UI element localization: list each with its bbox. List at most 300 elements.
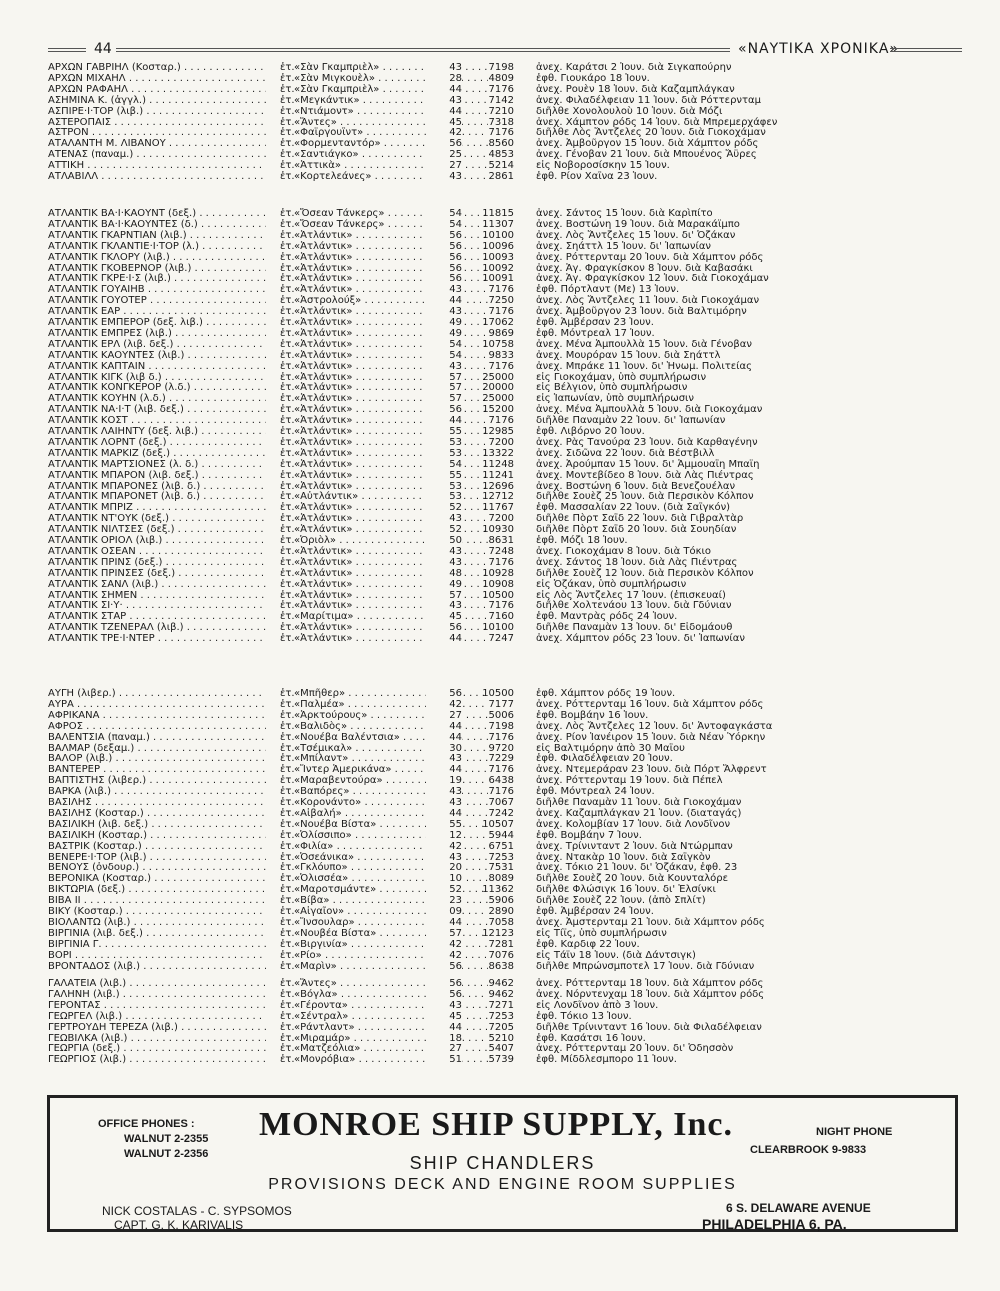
tonnage: 7176 [488, 731, 514, 743]
tonnage: 7198 [488, 720, 514, 732]
table-row [48, 481, 958, 492]
ship-type: ἐτ. [280, 116, 295, 128]
ship-agent: «Φορμενταντόρ» . . . [294, 138, 488, 149]
ship-name: ΓΕΡΤΡΟΥΔΗ ΤΕΡΕΖΑ (λιβ.) . . . [48, 1022, 266, 1033]
table-row [48, 95, 958, 106]
table-row [48, 633, 958, 644]
tonnage: 6438 [488, 775, 514, 787]
ship-type: ἐτ. [280, 72, 295, 84]
ship-type: ἐτ. [280, 851, 295, 863]
ship-name: ΓΑΛΑΤΕΙΑ (λιβ.) . . . [48, 978, 266, 989]
tonnage: 11362 [482, 884, 514, 896]
table-row [48, 622, 958, 633]
ship-name: ΒΡΟΝΤΑΔΟΣ (λιβ.) . . . [48, 961, 266, 972]
ship-name: ΑΤΛΑΝΤΙΚ ΣΑΝΛ (λιβ.) . . . [48, 579, 266, 590]
ship-agent: «Ἀτλάντικ» . . . [294, 361, 488, 372]
ship-type: ἐτ. [280, 360, 295, 372]
ship-name: ΑΤΛΑΝΤΙΚ ΠΡΙΝΣΕΣ (δεξ.) . . . [48, 568, 266, 579]
table-row [48, 535, 958, 546]
ship-agent: «Ράντλαντ» . . . [294, 1022, 488, 1033]
tonnage: 17062 [482, 317, 514, 328]
header-rule-middle [116, 48, 730, 52]
office-phone-2: WALNUT 2-2356 [124, 1148, 209, 1160]
ship-name: ΑΤΛΑΝΤΙΚ ΝΑ·Ι·Τ (λιβ. δεξ.) . . . [48, 404, 266, 415]
tonnage: 9720 [488, 742, 514, 754]
table-row [48, 437, 958, 448]
ship-name: ΑΤΛΑΒΙΛΛ . . . [48, 171, 266, 182]
ship-agent: «Φαϊργουΐντ» . . . [294, 127, 488, 138]
ship-name: ΑΤΛΑΝΤΙΚ ΤΖΕΝΕΡΑΛ (λιβ.) . . . [48, 622, 266, 633]
tonnage: 10928 [482, 567, 514, 579]
ship-name: ΑΤΛΑΝΤΙΚ ΟΡΙΟΛ (λιβ.) . . . [48, 535, 266, 546]
tonnage: 25000 [482, 371, 514, 383]
ship-type: ἐτ. [280, 171, 295, 182]
tonnage: 5214 [488, 160, 514, 172]
tonnage: 11307 [482, 218, 514, 230]
ship-type: ἐτ. [280, 764, 295, 776]
build-year: 43 [426, 284, 462, 295]
ship-agent: «Ἄντες» . . . [294, 978, 488, 989]
tonnage: 7200 [488, 513, 514, 525]
ship-agent: «Ἀρκτούρους» . . . [294, 710, 488, 721]
voyage-status: ἐφθ. Κασάτσι 16 Ἰουν. [536, 1032, 646, 1044]
tonnage: 5906 [488, 895, 514, 907]
ship-name: ΑΣΤΕΡΟΠΑΙΣ . . . [48, 117, 266, 128]
voyage-status: διῆλθε Τρίνινταντ 16 Ἰουν. διὰ Φιλαδέλφειαν [536, 1021, 762, 1033]
company-services: PROVISIONS DECK AND ENGINE ROOM SUPPLIES [268, 1176, 737, 1193]
build-year: 45 [426, 1011, 462, 1022]
table-row [48, 219, 958, 230]
table-row [48, 753, 958, 764]
ship-type: ἐτ. [280, 906, 295, 917]
voyage-status: ἐφθ. Γιουκάρο 18 Ἰουν. [536, 72, 650, 84]
table-row [48, 764, 958, 775]
voyage-status: ἀνεχ. Τόκιο 21 Ἰουν. δι' Ὀζάκαν, ἐφθ. 23 [536, 862, 738, 874]
ship-name: ΑΤΛΑΝΤΙΚ ΜΑΡΤΣΙΟΝΕΣ (λ. δ.) . . . [48, 459, 266, 470]
build-year: 56 [426, 138, 462, 149]
ship-name: ΑΤΛΑΝΤΙΚ ΜΑΡΚΙΖ (δεξ.) . . . [48, 448, 266, 459]
build-year: 53 [426, 491, 462, 502]
ship-name: ΑΤΛΑΝΤΙΚ ΛΑΙΗΝΤΥ (δεξ. λιβ.) . . . [48, 426, 266, 437]
table-row [48, 557, 958, 568]
voyage-status: ἀνεχ. Ρόττερνταμ 16 Ἰουν. διὰ Χάμπτον ρόδς [536, 698, 764, 710]
ship-type: ἐτ. [280, 797, 295, 808]
ship-agent: «Παλμέα» . . . [294, 699, 488, 710]
tonnage: 11767 [482, 502, 514, 514]
voyage-status: εἰς Τίϊς, ὑπὸ συμπλήρωσιν [536, 927, 667, 939]
table-row [48, 230, 958, 241]
ship-agent: «Ἴντερ Ἀμερικάνα» . . . [294, 764, 488, 775]
tonnage: 7210 [488, 105, 514, 117]
voyage-status: ἀνεχ. Ρὰς Τανούρα 23 Ἰουν. διὰ Καρθαγένην [536, 436, 758, 448]
ship-name: ΑΣΤΡΟΝ . . . [48, 127, 266, 138]
table-row [48, 568, 958, 579]
voyage-status: ἐφθ. Μίδδλεσμπορο 11 Ἰουν. [536, 1054, 677, 1066]
ship-agent: «Ὄσεαν Τάνκερς» . . . [294, 208, 488, 219]
build-year: 53 [426, 448, 462, 459]
table-row [48, 830, 958, 841]
ship-agent: «Αἰβαλή» . . . [294, 808, 488, 819]
ship-agent: «Ἀτλάντικ» . . . [294, 579, 488, 590]
voyage-status: ἀνεχ. Ρουὲν 18 Ἰουν. διὰ Καζαμπλάγκαν [536, 83, 735, 95]
ship-agent: «Ἀστρολούξ» . . . [294, 295, 488, 306]
build-year: 56 [426, 230, 462, 241]
ship-type: ἐτ. [280, 807, 295, 819]
ship-agent: «Ἀτλάντικ» . . . [294, 568, 488, 579]
tonnage: 7176 [488, 83, 514, 95]
build-year: 44 [426, 917, 462, 928]
ship-agent: «Γέροντα» . . . [294, 1000, 488, 1011]
ship-name: ΑΡΧΩΝ ΡΑΦΑΗΛ . . . [48, 84, 266, 95]
build-year: 43 [426, 62, 462, 73]
ship-type: ἐτ. [280, 698, 295, 710]
table-row [48, 382, 958, 393]
ship-agent: «Ἀτλάντικ» . . . [294, 339, 488, 350]
tonnage: 20000 [482, 382, 514, 394]
voyage-status: ἀνεχ. Ἁγ. Φραγκίσκον 8 Ἰουν. διὰ Καβασάκι [536, 262, 753, 274]
table-row [48, 1054, 958, 1065]
table-row [48, 895, 958, 906]
ship-agent: «Ὀλισσέα» . . . [294, 873, 488, 884]
ship-agent: «Ὀσεάνικα» . . . [294, 852, 488, 863]
ship-name: ΒΕΝΟΥΣ (ὀνδουρ.) . . . [48, 862, 266, 873]
voyage-status: ἀνεχ. Λὸς Ἄντζελες 11 Ἰουν. διὰ Γιοκοχάμαν [536, 295, 760, 307]
ship-name: ΒΙΚΤΩΡΙΑ (δεξ.) . . . [48, 884, 266, 895]
table-row [48, 710, 958, 721]
build-year: 43 [426, 361, 462, 372]
voyage-status: ἀνεχ. Ντεμεράραν 23 Ἰουν. διὰ Πόρτ Ἄλφρεντ [536, 764, 767, 776]
table-row [48, 208, 958, 219]
build-year: 55 [426, 426, 462, 437]
tonnage: 7253 [488, 1010, 514, 1022]
ship-agent: «Ἀτλάντικ» . . . [294, 273, 488, 284]
table-row [48, 961, 958, 972]
ship-agent: «Ἀτλάντικ» . . . [294, 306, 488, 317]
tonnage: 7076 [488, 949, 514, 961]
tonnage: 12696 [482, 480, 514, 492]
tonnage: 10507 [482, 818, 514, 830]
voyage-status: εἰς Ἰαπωνίαν, ὑπὸ συμπλήρωσιν [536, 393, 695, 405]
build-year: 43 [426, 753, 462, 764]
voyage-status: ἀνεχ. Καζαμπλάγκαν 21 Ἰουν. (διαταγάς) [536, 807, 742, 819]
ship-type: ἐτ. [280, 240, 295, 252]
page-header [48, 41, 962, 57]
ship-name: ΒΑΣΙΛΙΚΗ (Κοσταρ.) . . . [48, 830, 266, 841]
table-row [48, 1043, 958, 1054]
ship-agent: «Σέντραλ» . . . [294, 1011, 488, 1022]
ship-type: ἐτ. [280, 229, 295, 241]
table-row [48, 448, 958, 459]
page-number: 44 [94, 41, 112, 57]
ship-name: ΑΤΛΑΝΤΙΚ ΚΟΝΓΚΕΡΟΡ (λ.δ.) . . . [48, 382, 266, 393]
table-row [48, 160, 958, 171]
build-year: 43 [426, 1000, 462, 1011]
tonnage: 15200 [482, 404, 514, 416]
ship-type: ἐτ. [280, 622, 295, 634]
ship-name: ΒΟΡΙ . . . [48, 950, 266, 961]
ship-agent: «Βίβα» . . . [294, 895, 488, 906]
build-year: 12 [426, 830, 462, 841]
build-year: 56 [426, 688, 462, 699]
table-row [48, 426, 958, 437]
ship-type: ἐτ. [280, 1043, 295, 1055]
ship-agent: «Μαροτσμάντε» . . . [294, 884, 488, 895]
ship-agent: «Ἀτλάντικ» . . . [294, 502, 488, 513]
company-name: MONROE SHIP SUPPLY, Inc. [259, 1106, 733, 1143]
ship-name: ΑΤΛΑΝΤΙΚ ΒΑ·Ι·ΚΑΟΥΝΤΕΣ (δ.) . . . [48, 219, 266, 230]
ship-type: ἐτ. [280, 862, 295, 874]
ship-agent: «Μπίλαντ» . . . [294, 753, 488, 764]
ship-agent: «Ντιάμοντ» . . . [294, 106, 488, 117]
ship-name: ΒΙΟΛΑΝΤΩ (λιβ.) . . . [48, 917, 266, 928]
ship-agent: «Νουβέα Βίστα» . . . [294, 928, 488, 939]
voyage-status: διῆλθε Σουὲζ 12 Ἰουν. διὰ Περσικὸν Κόλπον [536, 567, 754, 579]
voyage-status: ἐφθ. Λιβόρνο 20 Ἰουν. [536, 426, 645, 437]
voyage-status: διῆλθε Πὸρτ Σαΐδ 20 Ἰουν. διὰ Σουηδίαν [536, 524, 737, 536]
voyage-status: ἀνεχ. Μένα Ἀμπουλλὰ 5 Ἰουν. διὰ Γιοκοχάμαν [536, 404, 763, 416]
build-year: 42 [426, 127, 462, 138]
table-row [48, 106, 958, 117]
ship-agent: «Μαραβεντούρα» . . . [294, 775, 488, 786]
voyage-status: ἀνεχ. Σάντος 18 Ἰουν. διὰ Λὰς Πιέντρας [536, 556, 738, 568]
header-rule-right [890, 48, 962, 52]
ship-type: ἐτ. [280, 426, 295, 437]
journal-title: «ΝΑΥΤΙΚΑ ΧΡΟΝΙΚΑ» [738, 41, 900, 57]
tonnage: 7253 [488, 851, 514, 863]
ship-type: ἐτ. [280, 94, 295, 106]
voyage-status: ἀνεχ. Ἀμβοῦργον 23 Ἰουν. διὰ Βαλτιμόρην [536, 306, 747, 318]
ship-name: ΑΤΛΑΝΤΙΚ ΚΟΥΗΝ (λ.δ.) . . . [48, 393, 266, 404]
ship-agent: «Ἀτλάντικ» . . . [294, 481, 488, 492]
voyage-status: ἀνεχ. Ντακὰρ 10 Ἰουν. διὰ Σαΐγκὸν [536, 851, 711, 863]
build-year: 09 [426, 906, 462, 917]
ship-agent: «Νουέβα Βαλέντσια» . . . [294, 732, 488, 743]
ship-type: ἐτ. [280, 1021, 295, 1033]
build-year: 44 [426, 764, 462, 775]
ship-type: ἐτ. [280, 208, 295, 219]
night-phone-label: NIGHT PHONE [816, 1126, 893, 1138]
ship-name: ΑΤΛΑΝΤΙΚ ΤΡΕ·Ι·ΝΤΕΡ . . . [48, 633, 266, 644]
ship-agent: «Ἀτλάντικ» . . . [294, 437, 488, 448]
ship-name: ΓΕΩΡΓΕΛ (λιβ.) . . . [48, 1011, 266, 1022]
voyage-status: ἀνεχ. Μοντεβίδεο 8 Ἰουν. διὰ Λὰς Πιέντρας [536, 469, 754, 481]
build-year: 44 [426, 721, 462, 732]
voyage-status: διῆλθε Λὸς Ἄντζελες 20 Ἰουν. διὰ Γιοκοχάμαν [536, 127, 766, 139]
ship-name: ΒΑΡΚΑ (λιβ.) . . . [48, 786, 266, 797]
ship-type: ἐτ. [280, 786, 295, 798]
ship-name: ΑΤΛΑΝΤΙΚ ΣΙ·Υ· . . . [48, 600, 266, 611]
ship-name: ΒΙΡΓΙΝΙΑ (λιβ. δεξ.) . . . [48, 928, 266, 939]
tonnage: 9833 [488, 349, 514, 361]
ship-type: ἐτ. [280, 1032, 295, 1044]
voyage-status: ἀνεχ. Γιοκοχάμαν 8 Ἰουν. διὰ Τόκιο [536, 545, 711, 557]
table-row [48, 241, 958, 252]
ship-name: ΑΥΡΑ . . . [48, 699, 266, 710]
address-city: PHILADELPHIA 6, PA. [702, 1216, 847, 1232]
tonnage: 7058 [488, 916, 514, 928]
build-year: 49 [426, 328, 462, 339]
build-year: 56 [426, 263, 462, 274]
table-row [48, 491, 958, 502]
address-street: 6 S. DELAWARE AVENUE [726, 1201, 871, 1215]
table-row [48, 579, 958, 590]
voyage-status: εἰς Τάϊν 18 Ἰουν. (διὰ Δάντσιγκ) [536, 949, 696, 961]
ship-name: ΑΤΛΑΝΤΙΚ ΕΜΠΕΡΟΡ (δεξ. λιβ.) . . . [48, 317, 266, 328]
table-row [48, 808, 958, 819]
build-year: 44 [426, 106, 462, 117]
ship-agent: «Ὀριὸλ» . . . [294, 535, 488, 546]
voyage-status: ἐφθ. Φιλαδέλφειαν 20 Ἰουν. [536, 753, 673, 765]
voyage-status: ἐφθ. Βομβάην 7 Ἰουν. [536, 829, 642, 841]
build-year: 55 [426, 819, 462, 830]
ship-agent: «Νουέβα Βίστα» . . . [294, 819, 488, 830]
ship-type: ἐτ. [280, 611, 295, 623]
table-row [48, 273, 958, 284]
tonnage: 7176 [488, 786, 514, 798]
tonnage: 12985 [482, 426, 514, 437]
build-year: 52 [426, 884, 462, 895]
build-year: 43 [426, 171, 462, 182]
tonnage: 7250 [488, 295, 514, 307]
voyage-status: εἰς Νοβοροσίσκην 15 Ἰουν. [536, 160, 670, 172]
voyage-status: ἀνεχ. Μπράκε 11 Ἰουν. δι' Ἡνωμ. Πολιτείας [536, 360, 753, 372]
ship-agent: «Ἀτλάντικ» . . . [294, 241, 488, 252]
ship-agent: «Ἀτλάντικ» . . . [294, 263, 488, 274]
table-row [48, 317, 958, 328]
ship-name: ΑΤΛΑΝΤΙΚ ΕΑΡ . . . [48, 306, 266, 317]
tonnage: 10096 [482, 240, 514, 252]
build-year: 54 [426, 350, 462, 361]
voyage-status: ἀνεχ. Ἀμβοῦργον 15 Ἰουν. διὰ Χάμπτον ρόδς [536, 138, 759, 150]
build-year: 44 [426, 633, 462, 644]
table-row [48, 263, 958, 274]
voyage-status: ἀνεχ. Μένα Ἀμπουλλὰ 15 Ἰουν. διὰ Γένοβαν [536, 338, 752, 350]
ship-name: ΑΤΛΑΝΤΙΚ ΓΟΥΑΙΗΒ . . . [48, 284, 266, 295]
build-year: 56 [426, 961, 462, 972]
ship-name: ΑΤΛΑΝΤΙΚ ΣΗΜΕΝ . . . [48, 590, 266, 601]
table-row [48, 1033, 958, 1044]
ship-agent: «Μπῆθερ» . . . [294, 688, 488, 699]
ship-agent: «Ἀτλάντικ» . . . [294, 633, 488, 644]
tonnage: 7067 [488, 797, 514, 808]
ship-agent: «Ἀτλάντικ» . . . [294, 393, 488, 404]
table-row [48, 1022, 958, 1033]
ship-agent: «Ματζεόλια» . . . [294, 1043, 488, 1054]
ship-type: ἐτ. [280, 480, 295, 492]
voyage-status: διῆλθε Σουὲζ 22 Ἰουν. (ἀπὸ Σπλίτ) [536, 895, 706, 907]
table-row [48, 339, 958, 350]
build-year: 45 [426, 611, 462, 622]
build-year: 20 [426, 862, 462, 873]
voyage-status: ἐφθ. Μόντρεαλ 17 Ἰουν. [536, 327, 655, 339]
ship-type: ἐτ. [280, 535, 295, 546]
table-row [48, 688, 958, 699]
build-year: 42 [426, 950, 462, 961]
ship-agent: «Γκλόυπο» . . . [294, 862, 488, 873]
ship-name: ΒΕΝΕΡΕ·Ι·ΤΟΡ (λιβ.) . . . [48, 852, 266, 863]
table-row [48, 117, 958, 128]
voyage-status: ἀνεχ. Ἀρούμπαν 15 Ἰουν. δι' Ἀμμουαΐη Μπαϊη [536, 458, 760, 470]
ship-agent: «Τσέμικαλ» . . . [294, 743, 488, 754]
ship-type: ἐτ. [280, 284, 295, 296]
ship-name: ΑΤΛΑΝΤΙΚ ΓΚΛΟΡΥ (λιβ.) . . . [48, 252, 266, 263]
ship-agent: «Ἀτλάντικ» . . . [294, 600, 488, 611]
voyage-status: εἰς Βέλγιον, ὑπὸ συμπλήρωσιν [536, 382, 688, 394]
build-year: 30 [426, 743, 462, 754]
ship-type: ἐτ. [280, 1054, 295, 1066]
tonnage: 7271 [488, 999, 514, 1011]
table-row [48, 841, 958, 852]
tonnage: 7531 [488, 862, 514, 874]
build-year: 56 [426, 241, 462, 252]
tonnage: 8089 [488, 873, 514, 885]
build-year: 23 [426, 895, 462, 906]
ship-type: ἐτ. [280, 775, 295, 787]
ship-type: ἐτ. [280, 556, 295, 568]
table-row [48, 350, 958, 361]
ship-agent: «Αἰγαῖον» . . . [294, 906, 488, 917]
table-row [48, 873, 958, 884]
ship-agent: «Ἀτλάντικ» . . . [294, 513, 488, 524]
table-row [48, 459, 958, 470]
table-row [48, 513, 958, 524]
voyage-status: εἰς Λονδῖνον ἀπὸ 3 Ἰουν. [536, 999, 659, 1011]
build-year: 52 [426, 524, 462, 535]
table-row [48, 470, 958, 481]
table-row [48, 852, 958, 863]
build-year: 44 [426, 808, 462, 819]
ship-name: ΓΕΩΡΓΙΟΣ (λιβ.) . . . [48, 1054, 266, 1065]
ship-type: ἐτ. [280, 524, 295, 536]
voyage-status: διῆλθε Χονολουλοὺ 10 Ἰουν. διὰ Μόζι [536, 105, 723, 117]
voyage-status: διῆλθε Χολτενάου 13 Ἰουν. διὰ Γδύνιαν [536, 600, 732, 612]
ship-name: ΒΑΣΙΛΗΣ (Κοσταρ.) . . . [48, 808, 266, 819]
table-row [48, 252, 958, 263]
ship-type: ἐτ. [280, 840, 295, 852]
table-row [48, 600, 958, 611]
ship-type: ἐτ. [280, 960, 295, 972]
table-row [48, 1011, 958, 1022]
ship-name: ΑΤΤΙΚΗ . . . [48, 160, 266, 171]
build-year: 57 [426, 382, 462, 393]
ship-type: ἐτ. [280, 589, 295, 601]
ship-type: ἐτ. [280, 62, 295, 73]
voyage-status: ἀνεχ. Κολομβίαν 17 Ἰουν. διὰ Λονδῖνον [536, 818, 731, 830]
tonnage: 7176 [488, 306, 514, 318]
ship-agent: «Μαρὶν» . . . [294, 961, 488, 972]
tonnage: 7247 [488, 633, 514, 645]
ship-agent: «Ἀτλάντικ» . . . [294, 404, 488, 415]
ship-type: ἐτ. [280, 988, 295, 1000]
tonnage: 7176 [488, 360, 514, 372]
voyage-status: ἀνεχ. Λὸς Ἄντζελες 15 Ἰουν. δι' Ὀζάκαν [536, 229, 736, 241]
ship-agent: «Ἀτλάντικ» . . . [294, 284, 488, 295]
ship-agent: «Ἴνσουλαρ» . . . [294, 917, 488, 928]
tonnage: 7176 [488, 764, 514, 776]
build-year: 57 [426, 590, 462, 601]
ship-type: ἐτ. [280, 338, 295, 350]
build-year: 10 [426, 873, 462, 884]
voyage-status: διῆλθε Πὸρτ Σαΐδ 22 Ἰουν. διὰ Γιβραλτὰρ [536, 513, 744, 525]
ship-agent: «Ἀτλάντικ» . . . [294, 459, 488, 470]
build-year: 25 [426, 149, 462, 160]
build-year: 53 [426, 437, 462, 448]
table-row [48, 62, 958, 73]
voyage-status: εἰς Βαλτιμόρην ἀπὸ 30 Μαΐου [536, 742, 685, 754]
table-row [48, 732, 958, 743]
tonnage: 11241 [482, 469, 514, 481]
ship-name: ΑΡΧΩΝ ΜΙΧΑΗΛ . . . [48, 73, 266, 84]
